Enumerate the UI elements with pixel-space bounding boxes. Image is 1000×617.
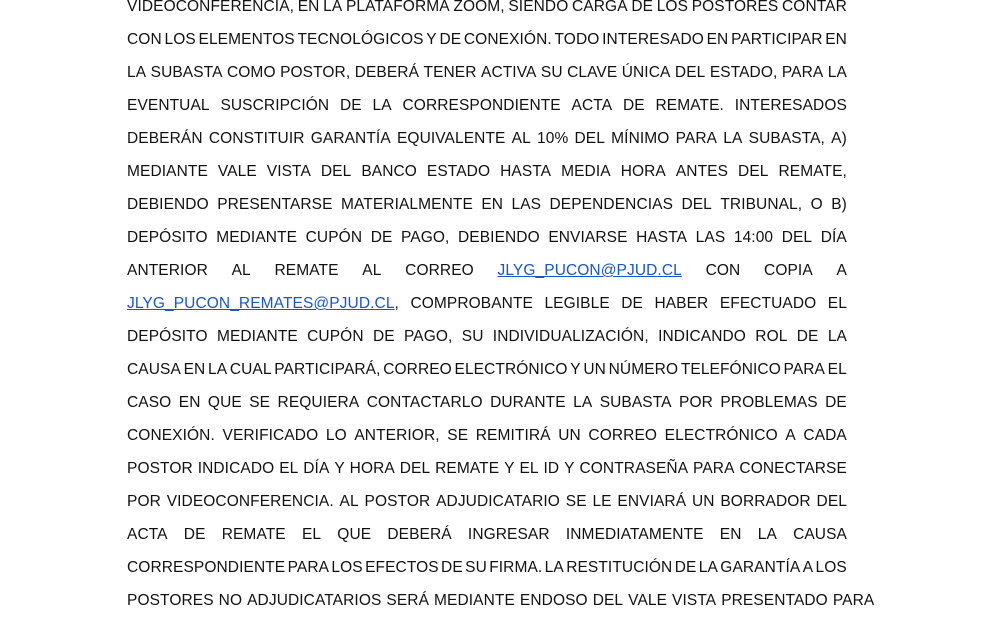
word: VALE bbox=[217, 163, 257, 180]
text-line bbox=[127, 320, 847, 353]
word: SU bbox=[540, 64, 563, 81]
word: POSTOR bbox=[127, 460, 193, 477]
word: PRESENTARSE bbox=[217, 196, 333, 213]
word: AL bbox=[362, 262, 382, 279]
word: INDICADO bbox=[197, 460, 275, 477]
word: VISTA bbox=[672, 592, 717, 609]
word: CASO bbox=[127, 394, 172, 411]
word: EN bbox=[297, 0, 320, 15]
word: DEL bbox=[320, 163, 352, 180]
word: LA bbox=[827, 64, 847, 81]
word: CORRESPONDIENTE bbox=[127, 559, 286, 576]
word: A) bbox=[831, 130, 847, 147]
word: CUAL bbox=[229, 361, 272, 378]
word: PLATAFORMA bbox=[345, 0, 450, 15]
word: SUSCRIPCIÓN bbox=[220, 97, 330, 114]
word: INGRESAR bbox=[467, 526, 550, 543]
text-line bbox=[127, 386, 847, 419]
word: EN bbox=[719, 526, 742, 543]
word: LA bbox=[723, 130, 743, 147]
word: PARTICIPARÁ, bbox=[274, 361, 381, 378]
text-line bbox=[127, 23, 847, 56]
word: REMATE, bbox=[778, 163, 847, 180]
word: DEL bbox=[681, 196, 712, 213]
word: DÍA bbox=[820, 229, 847, 246]
word: SUBASTA bbox=[599, 394, 672, 411]
word: REQUIERA bbox=[277, 394, 360, 411]
text-line bbox=[127, 353, 847, 386]
word: VIDEOCONFERENCIA, bbox=[127, 0, 295, 15]
word: VERIFICADO bbox=[222, 427, 319, 444]
text-line bbox=[127, 221, 847, 254]
word: DEL bbox=[738, 163, 769, 180]
email-link[interactable]: JLYG_PUCON@PJUD.CL bbox=[497, 262, 682, 279]
word: INDIVIDUALIZACIÓN, bbox=[492, 328, 649, 345]
word: EN bbox=[183, 361, 206, 378]
word: CONECTARSE bbox=[739, 460, 847, 477]
word: LEGIBLE bbox=[544, 295, 610, 312]
word: MEDIANTE bbox=[216, 328, 298, 345]
word: LOS bbox=[331, 559, 363, 576]
word: AL bbox=[511, 130, 531, 147]
word: PARTICIPAR bbox=[731, 31, 823, 48]
text-line bbox=[127, 518, 847, 551]
word: PAGO, bbox=[400, 229, 450, 246]
word: DEBERÁ bbox=[387, 526, 452, 543]
word: LOS bbox=[164, 31, 196, 48]
text-line bbox=[127, 122, 847, 155]
word: POSTORES bbox=[127, 592, 214, 609]
word: POR bbox=[127, 493, 161, 510]
word: CONEXIÓN. bbox=[463, 31, 552, 48]
word: EN bbox=[481, 196, 504, 213]
word: COMPROBANTE bbox=[410, 295, 533, 312]
word: SIENDO bbox=[508, 0, 569, 15]
word: CAUSA bbox=[127, 361, 181, 378]
word: CONTRASEÑA bbox=[579, 460, 689, 477]
word: ACTA bbox=[571, 97, 613, 114]
word: SE bbox=[249, 394, 271, 411]
word: TENER bbox=[423, 64, 477, 81]
word: LA bbox=[544, 559, 564, 576]
text-line bbox=[127, 584, 875, 617]
word: DEBERÁN bbox=[127, 130, 203, 147]
word: CORREO bbox=[383, 361, 452, 378]
word: ELECTRÓNICO bbox=[454, 361, 568, 378]
word: INDICANDO bbox=[658, 328, 746, 345]
word: DE bbox=[621, 295, 643, 312]
word: EN bbox=[178, 394, 201, 411]
word: HABER bbox=[654, 295, 709, 312]
word: DE bbox=[631, 0, 654, 15]
word: ID bbox=[543, 460, 560, 477]
word: DEBIENDO bbox=[127, 196, 209, 213]
word: DEBIENDO bbox=[458, 229, 540, 246]
word: PARA bbox=[783, 361, 825, 378]
word: DEL bbox=[592, 592, 624, 609]
word: POSTOR bbox=[364, 493, 431, 510]
word: VISTA bbox=[266, 163, 311, 180]
word: REMATE bbox=[221, 526, 286, 543]
word: MEDIANTE bbox=[434, 592, 515, 609]
word: MEDIANTE bbox=[127, 163, 208, 180]
word: SERÁ bbox=[386, 592, 430, 609]
word: PARA bbox=[675, 130, 718, 147]
word: ACTA bbox=[127, 526, 168, 543]
word: CUPÓN bbox=[305, 229, 363, 246]
word: PARA bbox=[832, 592, 875, 609]
word: LA bbox=[573, 394, 593, 411]
word: DURANTE bbox=[490, 394, 566, 411]
text-line bbox=[127, 254, 847, 287]
word: ANTES bbox=[675, 163, 729, 180]
email-link[interactable]: JLYG_PUCON_REMATES@PJUD.CL bbox=[127, 295, 395, 312]
word: AL bbox=[231, 262, 251, 279]
word: CORRESPONDIENTE bbox=[402, 97, 561, 114]
word: DE bbox=[370, 229, 393, 246]
word: TRIBUNAL, bbox=[720, 196, 803, 213]
word: REMITIRÁ bbox=[475, 427, 551, 444]
word: LOS bbox=[656, 0, 689, 15]
word: ESTADO, bbox=[709, 64, 778, 81]
word: DÍA bbox=[303, 460, 330, 477]
word: EL bbox=[301, 526, 322, 543]
word: QUE bbox=[337, 526, 372, 543]
word: NÚMERO bbox=[608, 361, 679, 378]
text-line bbox=[127, 551, 847, 584]
word: HASTA bbox=[500, 163, 552, 180]
word: EVENTUAL bbox=[127, 97, 210, 114]
word: CONTAR bbox=[782, 0, 847, 15]
word: CARGA bbox=[572, 0, 628, 15]
word: ACTIVA bbox=[481, 64, 537, 81]
word: VIDEOCONFERENCIA. bbox=[166, 493, 334, 510]
word: REMATE bbox=[435, 460, 500, 477]
word: VALE bbox=[628, 592, 668, 609]
word: LOS bbox=[815, 559, 847, 576]
word: SU bbox=[465, 559, 487, 576]
word: MATERIALMENTE bbox=[340, 196, 473, 213]
word: CLAVE bbox=[567, 64, 618, 81]
word: CON bbox=[127, 31, 162, 48]
word: ELEMENTOS bbox=[198, 31, 295, 48]
word: A bbox=[836, 262, 847, 279]
word: HASTA bbox=[636, 229, 688, 246]
word: SE bbox=[447, 427, 469, 444]
word: DE bbox=[372, 328, 395, 345]
word: EFECTOS bbox=[365, 559, 439, 576]
word: SUBASTA bbox=[150, 64, 223, 81]
word: DEPENDENCIAS bbox=[549, 196, 674, 213]
text-line bbox=[127, 56, 847, 89]
email-word[interactable] bbox=[498, 254, 682, 287]
word: GARANTÍA bbox=[720, 559, 801, 576]
word: BORRADOR bbox=[720, 493, 811, 510]
word: A bbox=[802, 559, 814, 576]
word: INTERESADO bbox=[602, 31, 704, 48]
word: LA bbox=[127, 64, 147, 81]
word: Y bbox=[564, 460, 575, 477]
word: DEL bbox=[574, 130, 605, 147]
word: SE bbox=[565, 493, 587, 510]
word: ROL bbox=[755, 328, 788, 345]
word: MÍNIMO bbox=[611, 130, 670, 147]
word: QUE bbox=[207, 394, 242, 411]
word: LAS bbox=[511, 196, 542, 213]
word: PARA bbox=[781, 64, 824, 81]
word: SUBASTA, bbox=[748, 130, 825, 147]
word: 10% bbox=[537, 130, 569, 147]
word: POSTORES bbox=[691, 0, 779, 15]
word: CUPÓN bbox=[307, 328, 364, 345]
word: DE bbox=[340, 97, 362, 114]
word: CORREO bbox=[405, 262, 474, 279]
word: DEL bbox=[674, 64, 706, 81]
word: LAS bbox=[695, 229, 726, 246]
word: DE bbox=[622, 97, 645, 114]
word: GARANTÍA bbox=[310, 130, 391, 147]
text-line bbox=[127, 452, 847, 485]
word: DEL bbox=[781, 229, 813, 246]
word: REMATE. bbox=[655, 97, 724, 114]
word: ANTERIOR, bbox=[354, 427, 440, 444]
word: EN bbox=[706, 31, 729, 48]
word: HORA bbox=[349, 460, 395, 477]
word: MEDIA bbox=[561, 163, 611, 180]
word: PRESENTADO bbox=[721, 592, 828, 609]
word: ENVIARÁ bbox=[617, 493, 687, 510]
word: RESTITUCIÓN bbox=[566, 559, 673, 576]
word: DEPÓSITO bbox=[127, 328, 208, 345]
word: POR bbox=[679, 394, 713, 411]
word: TODO bbox=[554, 31, 600, 48]
word: PARA bbox=[693, 460, 735, 477]
word: Y bbox=[570, 361, 581, 378]
word: DEL bbox=[816, 493, 847, 510]
word: CONSTITUIR bbox=[208, 130, 305, 147]
word: SU bbox=[461, 328, 484, 345]
word: PAGO, bbox=[403, 328, 453, 345]
word: PROBLEMAS bbox=[720, 394, 818, 411]
word: MEDIANTE bbox=[216, 229, 298, 246]
word: CAUSA bbox=[793, 526, 847, 543]
word: CON bbox=[705, 262, 741, 279]
word: DE bbox=[441, 559, 463, 576]
word: REMATE bbox=[274, 262, 339, 279]
text-line bbox=[127, 0, 847, 23]
word: B) bbox=[831, 196, 847, 213]
text-line bbox=[127, 287, 847, 320]
text-line bbox=[127, 188, 847, 221]
word: ZOOM, bbox=[453, 0, 505, 15]
word: POSTOR, bbox=[280, 64, 351, 81]
email-word[interactable]: JLYG_PUCON_REMATES@PJUD.CL, bbox=[127, 295, 399, 312]
word: LO bbox=[325, 427, 347, 444]
word: TELEFÓNICO bbox=[680, 361, 781, 378]
word: ESTADO bbox=[426, 163, 491, 180]
word: Y bbox=[504, 460, 515, 477]
word: EL bbox=[827, 295, 847, 312]
word: COPIA bbox=[764, 262, 813, 279]
word: LA bbox=[372, 97, 392, 114]
word: DE bbox=[674, 559, 697, 576]
word: UN bbox=[558, 427, 581, 444]
word: AL bbox=[339, 493, 359, 510]
word: DEBERÁ bbox=[354, 64, 420, 81]
text-line bbox=[127, 485, 847, 518]
word: LA bbox=[207, 361, 228, 378]
word: CADA bbox=[803, 427, 847, 444]
word: UN bbox=[583, 361, 606, 378]
text-line bbox=[127, 89, 847, 122]
word: ÚNICA bbox=[621, 64, 671, 81]
word: EL bbox=[519, 460, 539, 477]
word: EQUIVALENTE bbox=[396, 130, 506, 147]
word: DEPÓSITO bbox=[127, 229, 208, 246]
document-body bbox=[127, 0, 875, 617]
word: CONEXIÓN. bbox=[127, 427, 215, 444]
word: EL bbox=[279, 460, 299, 477]
word: EN bbox=[825, 31, 847, 48]
word: A bbox=[785, 427, 796, 444]
word: 14:00 bbox=[733, 229, 774, 246]
word: Y bbox=[334, 460, 345, 477]
word: PARA bbox=[287, 559, 330, 576]
word: ENVIARSE bbox=[548, 229, 628, 246]
word: ELECTRÓNICO bbox=[664, 427, 778, 444]
word: LA bbox=[827, 328, 847, 345]
word: DE bbox=[439, 31, 462, 48]
word: DE bbox=[183, 526, 206, 543]
word: ADJUDICATARIOS bbox=[247, 592, 382, 609]
text-line bbox=[127, 419, 847, 452]
word: EFECTUADO bbox=[719, 295, 817, 312]
word: LE bbox=[592, 493, 612, 510]
word: FIRMA. bbox=[489, 559, 543, 576]
word: EL bbox=[827, 361, 847, 378]
word: ANTERIOR bbox=[127, 262, 208, 279]
word: CONTACTARLO bbox=[366, 394, 483, 411]
text-line bbox=[127, 155, 847, 188]
word: Y bbox=[426, 31, 437, 48]
word: ADJUDICATARIO bbox=[436, 493, 560, 510]
word: O bbox=[810, 196, 823, 213]
word: LA bbox=[698, 559, 718, 576]
word: UN bbox=[691, 493, 715, 510]
word: DEL bbox=[399, 460, 431, 477]
word: HORA bbox=[620, 163, 666, 180]
word: ENDOSO bbox=[519, 592, 588, 609]
word: CORREO bbox=[588, 427, 658, 444]
word: DE bbox=[825, 394, 847, 411]
word: BANCO bbox=[361, 163, 417, 180]
word: TECNOLÓGICOS bbox=[297, 31, 424, 48]
word: NO bbox=[218, 592, 243, 609]
word: LA bbox=[757, 526, 777, 543]
word: COMO bbox=[226, 64, 276, 81]
word: LA bbox=[323, 0, 343, 15]
word: DE bbox=[796, 328, 819, 345]
word: INTERESADOS bbox=[734, 97, 847, 114]
word: INMEDIATAMENTE bbox=[565, 526, 704, 543]
